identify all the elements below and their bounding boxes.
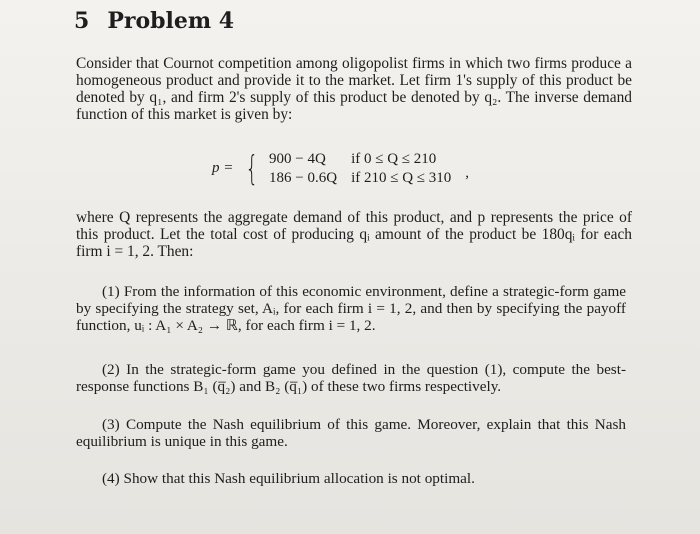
section-heading bbox=[74, 8, 234, 34]
case-1-condition: if 0 ≤ Q ≤ 210 bbox=[351, 151, 437, 167]
equation-cases bbox=[269, 150, 451, 187]
question-4-text: (4) Show that this Nash equilibrium allocation is not optimal. bbox=[102, 470, 475, 487]
intro-paragraph: Consider that Cournot competition among oligopolist firms in which two firms produce a homogeneous product and provide it to the market. Let firm 1's supply of this product be denoted by q₁, and firm 2's supply of this product be denoted by q₂. The inverse demand function of this market is given by: bbox=[76, 55, 632, 123]
equation-lhs: p = bbox=[212, 160, 234, 176]
case-2-expression: 186 − 0.6Q bbox=[269, 170, 338, 186]
question-2 bbox=[76, 361, 626, 395]
question-1 bbox=[76, 283, 626, 334]
brace-icon: { bbox=[245, 148, 259, 189]
inverse-demand-equation bbox=[212, 150, 469, 187]
section-number: 5 bbox=[74, 8, 90, 34]
question-3 bbox=[76, 416, 626, 450]
question-3-text: (3) Compute the Nash equilibrium of this game. Moreover, explain that this Nash equilibrium is unique in this game. bbox=[76, 416, 626, 450]
context-paragraph: where Q represents the aggregate demand of this product, and p represents the price of this product. Let the total cost of producing qᵢ amount of the product be 180qᵢ for each firm i = 1, 2. Then: bbox=[76, 209, 632, 260]
question-4 bbox=[76, 470, 626, 487]
equation-trailing-comma: , bbox=[465, 165, 470, 181]
case-2-condition: if 210 ≤ Q ≤ 310 bbox=[351, 170, 452, 186]
case-1-expression: 900 − 4Q bbox=[269, 151, 326, 167]
section-title: Problem 4 bbox=[107, 8, 235, 34]
question-2-text: (2) In the strategic-form game you defined in the question (1), compute the best-response functions B₁ (q̅₂) and B₂ (q̅₁) of these two firms respectively. bbox=[76, 361, 626, 395]
question-1-text: (1) From the information of this economic environment, define a strategic-form game by specifying the strategy set, Aᵢ, for each firm i = 1, 2, and then by specifying the payoff function, uᵢ : A₁ × A₂ → ℝ, for each firm i = 1, 2. bbox=[76, 283, 626, 334]
